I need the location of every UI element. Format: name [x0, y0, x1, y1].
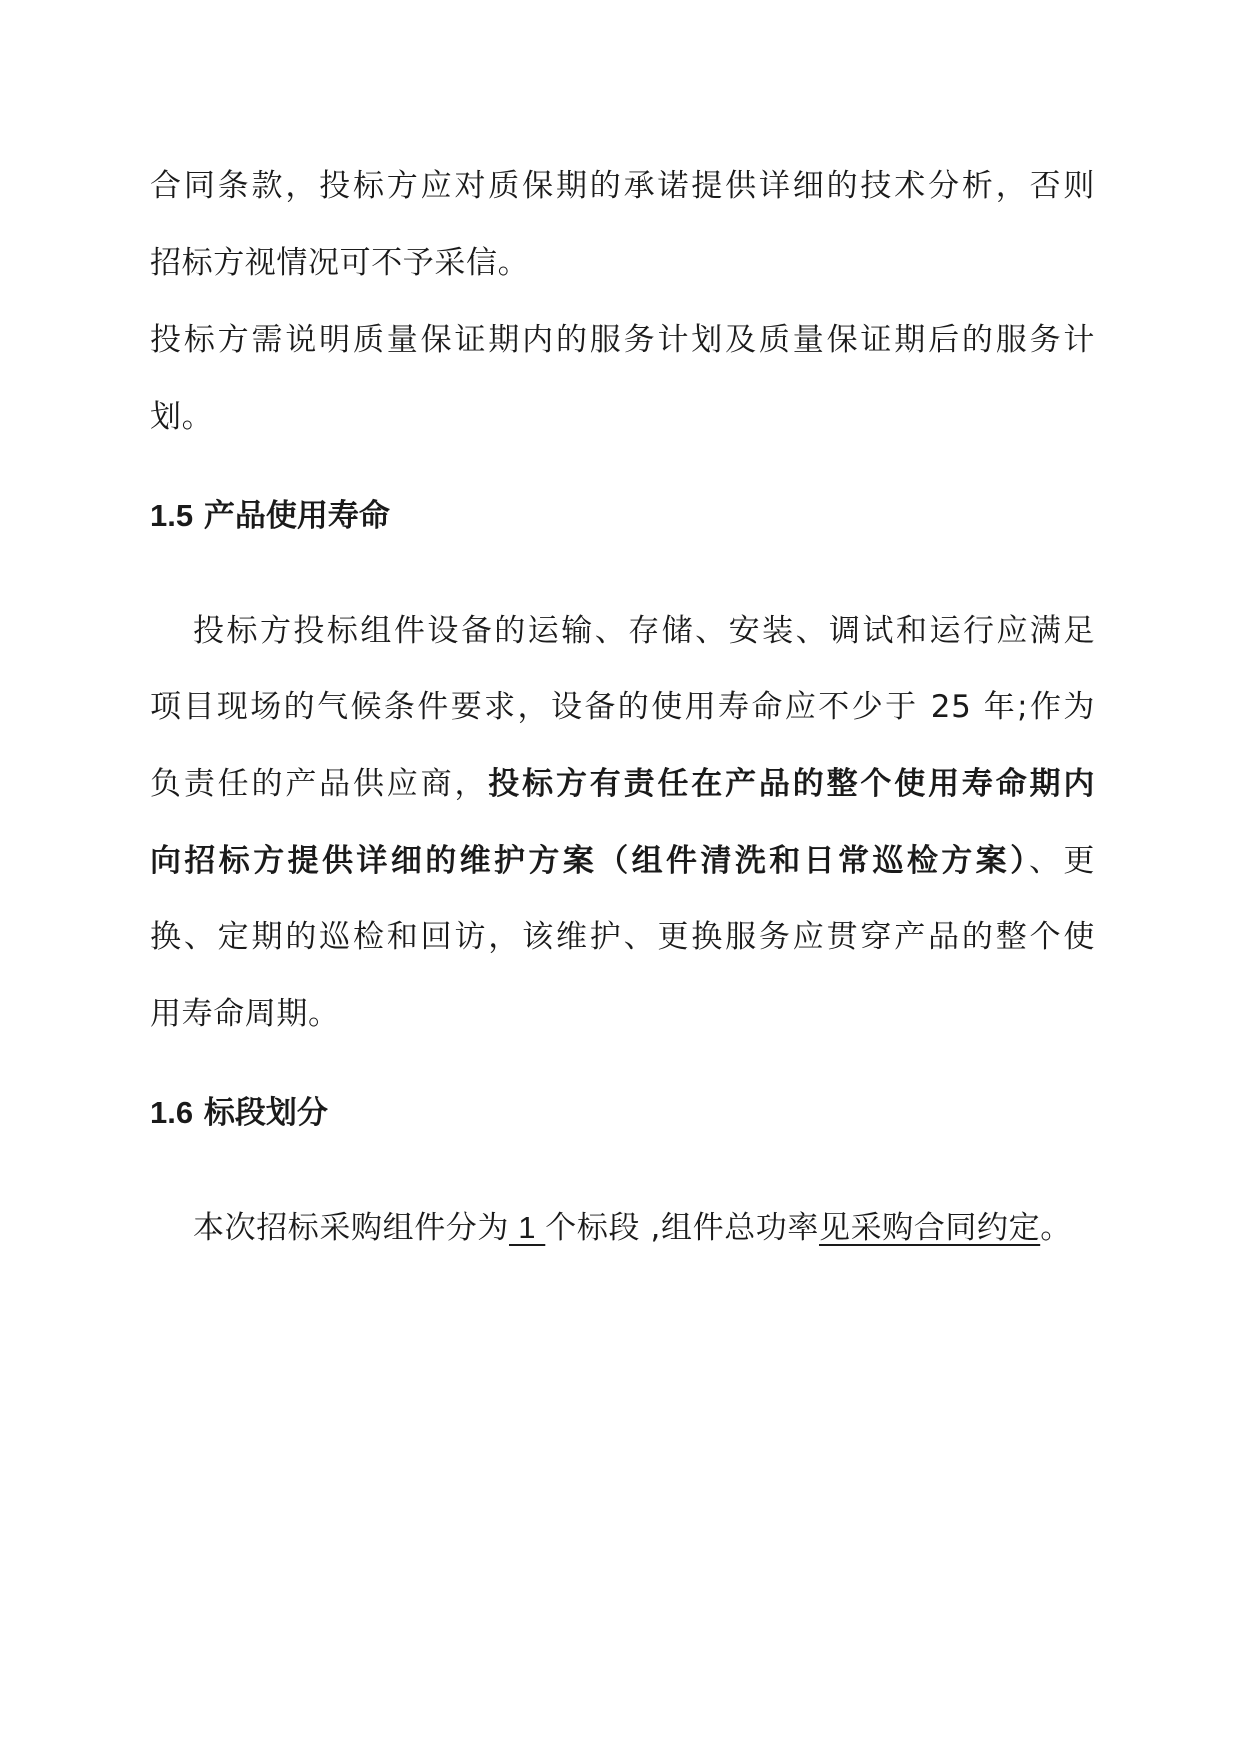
lifetime-paragraph-line-3: [150, 762, 1095, 806]
service-paragraph-line-1: 投标方需说明质量保证期内的服务计划及质量保证期后的服务计: [150, 322, 1095, 358]
section-number: 1.5: [150, 498, 194, 533]
warranty-paragraph-line-2: 招标方视情况可不予采信。: [150, 245, 530, 281]
lots-contract-reference: 见采购合同约定: [819, 1210, 1041, 1246]
warranty-paragraph-line-1: 合同条款，投标方应对质保期的承诺提供详细的技术分析，否则: [150, 168, 1095, 204]
section-number: 1.6: [150, 1095, 194, 1130]
lots-prefix: 本次招标采购组件分为: [193, 1210, 509, 1246]
lifetime-paragraph-line-5: 换、定期的巡检和回访，该维护、更换服务应贯穿产品的整个使: [150, 919, 1095, 955]
section-heading-1-5: [150, 494, 390, 538]
lots-end: 。: [1040, 1210, 1072, 1246]
section-heading-1-6: [150, 1091, 328, 1135]
section-title: 标段划分: [203, 1095, 328, 1131]
lots-count: 1: [509, 1210, 546, 1245]
lifetime-paragraph-line-6: 用寿命周期。: [150, 996, 340, 1032]
lifetime-line-3-bold: 投标方有责任在产品的整个使用寿命期内: [488, 766, 1095, 802]
lots-middle: 个标段 ,组件总功率: [545, 1210, 819, 1246]
lifetime-paragraph-line-1: 投标方投标组件设备的运输、存储、安装、调试和运行应满足: [193, 613, 1095, 649]
lifetime-line-4-bold: 向招标方提供详细的维护方案（组件清洗和日常巡检方案）: [150, 843, 1029, 879]
section-title: 产品使用寿命: [203, 498, 390, 534]
lots-paragraph: [193, 1206, 1095, 1250]
lifetime-paragraph-line-4: [150, 839, 1095, 883]
service-paragraph-line-2: 划。: [150, 399, 214, 435]
lifetime-line-4-normal: 、更: [1028, 843, 1095, 879]
lifetime-line-3-normal: 负责任的产品供应商，: [150, 766, 489, 802]
lifetime-paragraph-line-2: 项目现场的气候条件要求，设备的使用寿命应不少于 25 年;作为: [150, 689, 1095, 725]
